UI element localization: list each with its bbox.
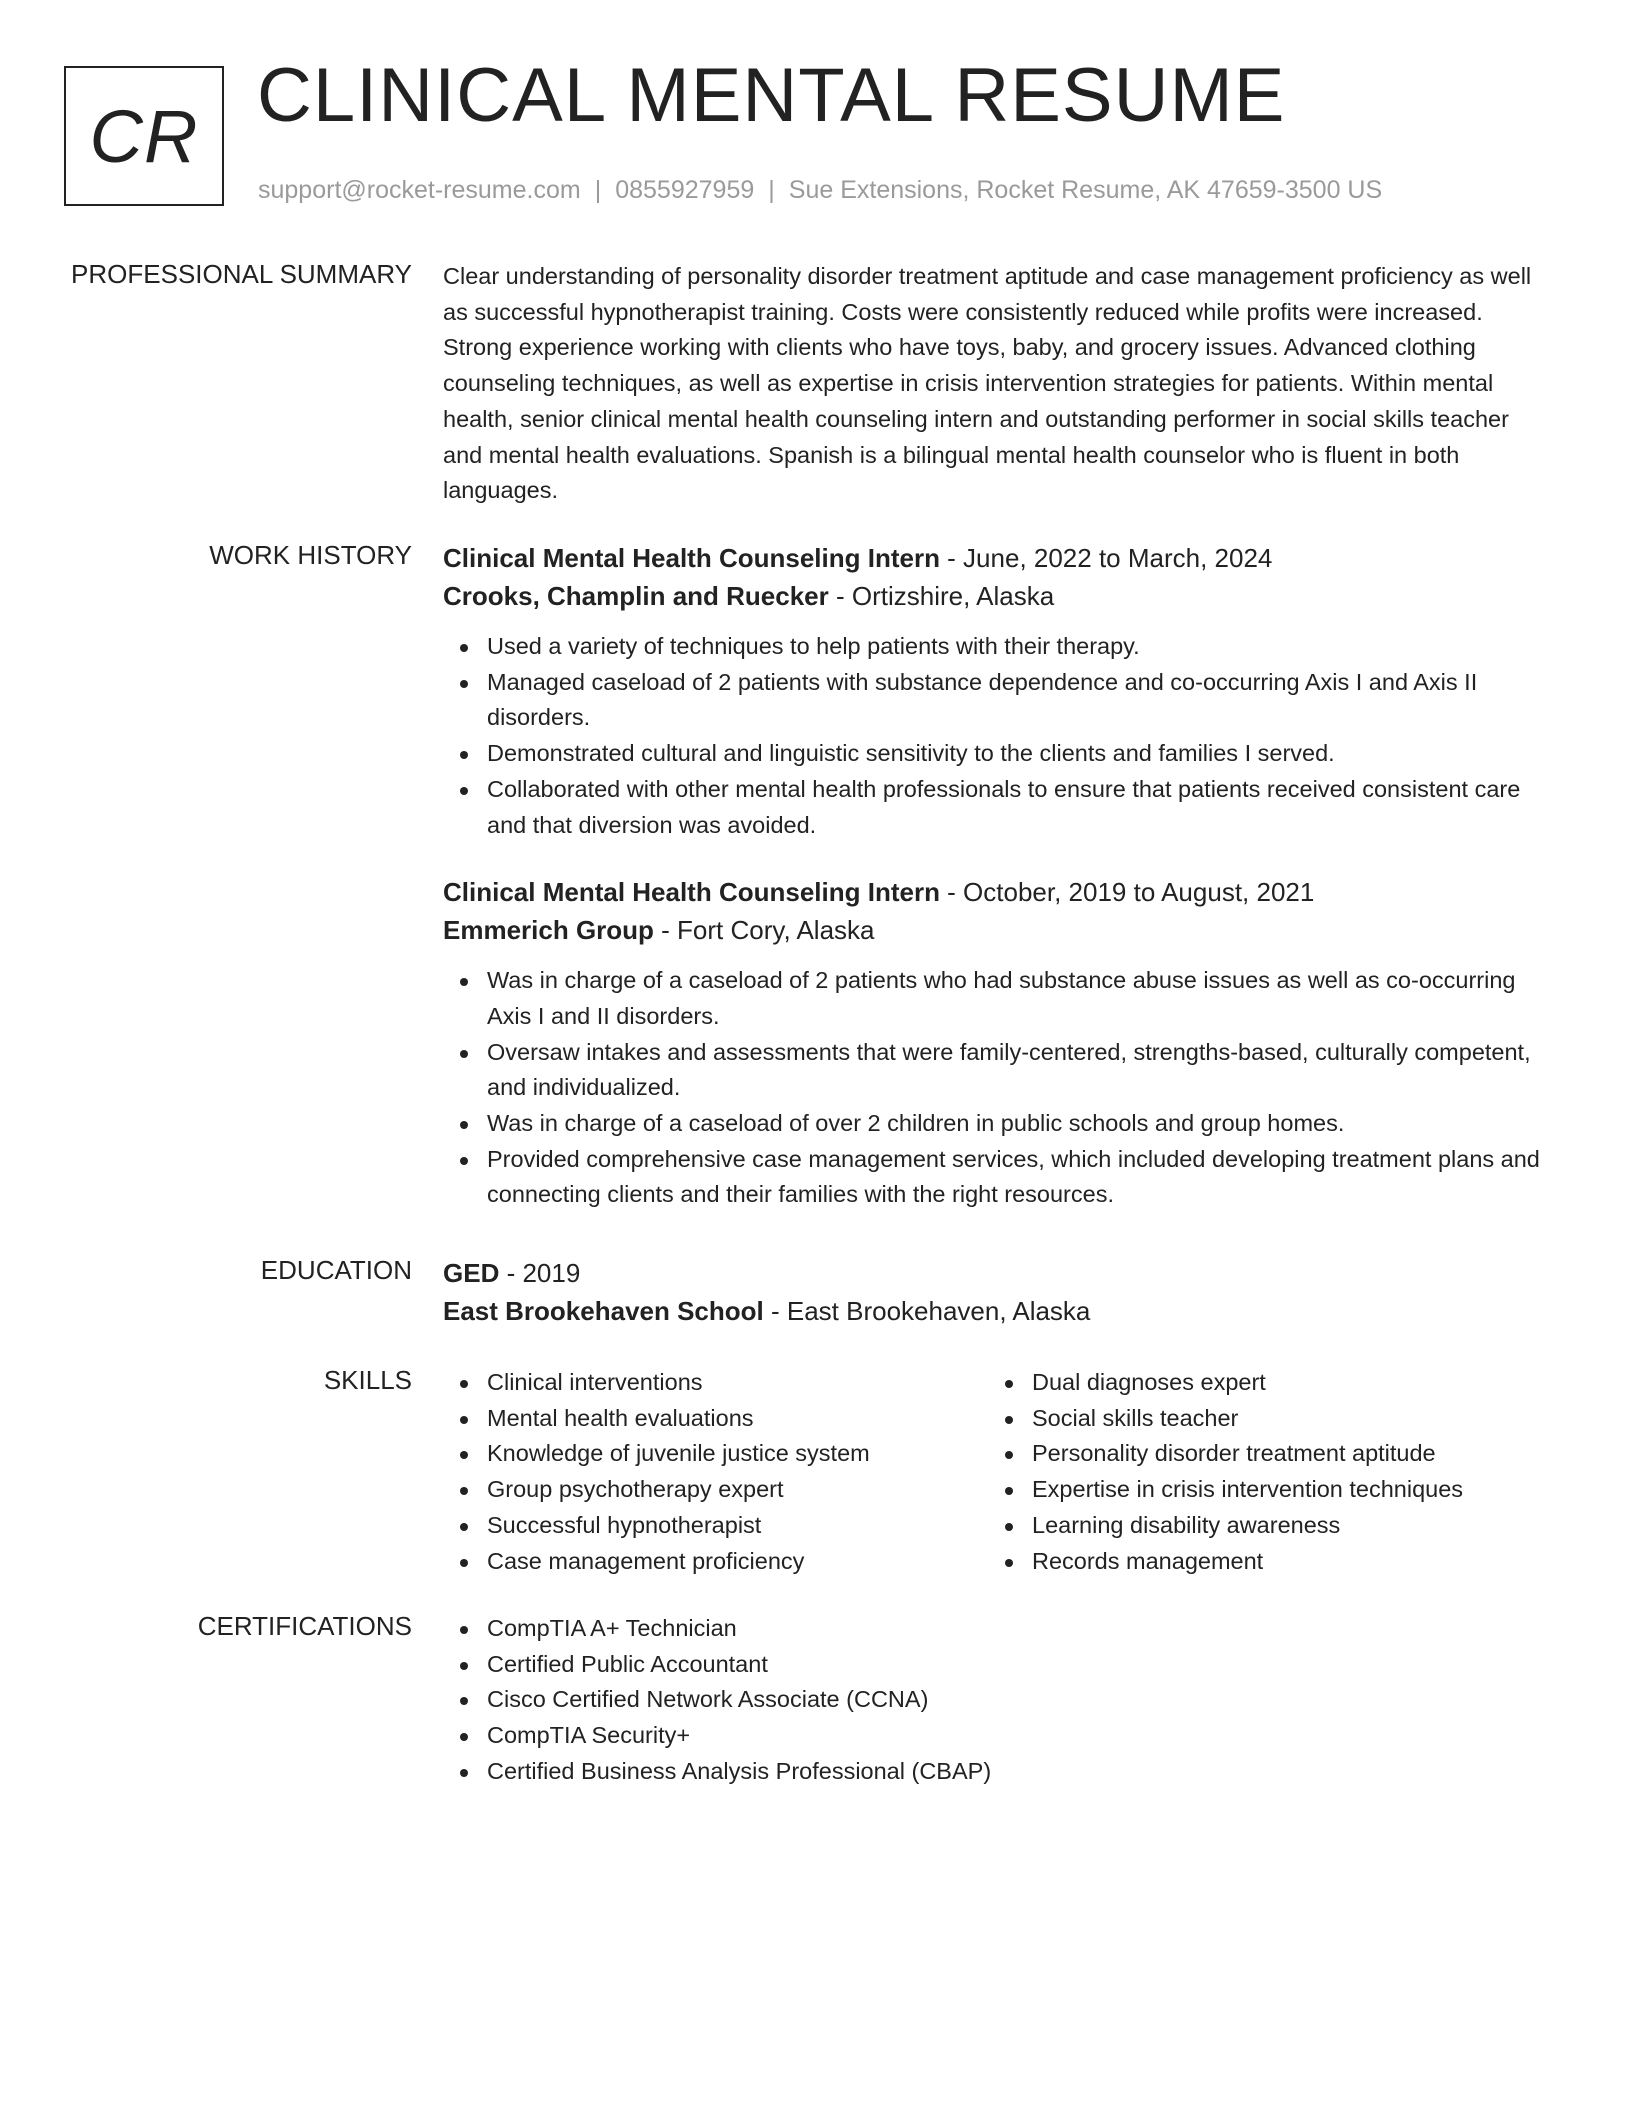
monogram-box	[64, 66, 224, 206]
summary-text: Clear understanding of personality disorder treatment aptitude and case management proficiency as well as successful hypnotherapist training. Costs were consistently reduced while profits were increased. Strong experience working with clients who have toys, baby, and grocery issues. Advanced clothing counseling techniques, as well as expertise in crisis intervention strategies for patients. Within mental health, senior clinical mental health counseling intern and outstanding performer in social skills teacher and mental health evaluations. Spanish is a bilingual mental health counselor who is fluent in both languages.	[443, 263, 1532, 504]
job-company-line	[443, 577, 1551, 615]
job-bullet: Was in charge of a caseload of 2 patients who had substance abuse issues as well as co-occurring Axis I and II disorders.	[443, 963, 1551, 1034]
skill-item: Knowledge of juvenile justice system	[443, 1436, 983, 1472]
job-company: Emmerich Group	[443, 915, 654, 946]
job-entry	[443, 539, 1551, 843]
job-bullet-list	[443, 963, 1551, 1213]
certifications-body	[443, 1611, 1551, 1790]
education-school: East Brookehaven School	[443, 1296, 764, 1326]
certification-item: Cisco Certified Network Associate (CCNA)	[443, 1682, 1551, 1718]
job-title: Clinical Mental Health Counseling Intern	[443, 877, 940, 908]
skill-item: Social skills teacher	[988, 1401, 1548, 1437]
section-label-work-history: WORK HISTORY	[209, 540, 412, 570]
skill-item: Successful hypnotherapist	[443, 1508, 983, 1544]
job-entry	[443, 873, 1551, 1213]
skill-item: Group psychotherapy expert	[443, 1472, 983, 1508]
skills-columns	[443, 1365, 1551, 1595]
skills-body	[443, 1365, 1551, 1595]
job-company-line	[443, 911, 1551, 949]
education-location: - East Brookehaven, Alaska	[763, 1296, 1091, 1326]
job-title-line	[443, 539, 1551, 577]
skills-list-left	[443, 1365, 983, 1579]
certification-item: CompTIA A+ Technician	[443, 1611, 1551, 1647]
job-bullet: Provided comprehensive case management services, which included developing treatment plans and connecting clients and their families with the right resources.	[443, 1142, 1551, 1213]
job-bullet: Collaborated with other mental health professionals to ensure that patients received consistent care and that diversion was avoided.	[443, 772, 1551, 843]
job-location: - Fort Cory, Alaska	[653, 915, 875, 946]
contact-separator: |	[768, 176, 775, 204]
job-bullet: Managed caseload of 2 patients with substance dependence and co-occurring Axis I and Axis II disorders.	[443, 665, 1551, 736]
skill-item: Dual diagnoses expert	[988, 1365, 1548, 1401]
skill-item: Records management	[988, 1544, 1548, 1580]
certification-item: Certified Public Accountant	[443, 1647, 1551, 1683]
resume-name: CLINICAL MENTAL RESUME	[257, 53, 1286, 138]
contact-line	[258, 176, 1382, 205]
section-label-skills: SKILLS	[323, 1365, 412, 1395]
skill-item: Personality disorder treatment aptitude	[988, 1436, 1548, 1472]
section-label-certifications: CERTIFICATIONS	[197, 1611, 412, 1641]
job-company: Crooks, Champlin and Ruecker	[443, 581, 829, 611]
job-dates: - June, 2022 to March, 2024	[939, 543, 1273, 573]
certification-item: Certified Business Analysis Professional (CBAP)	[443, 1754, 1551, 1790]
job-bullet: Was in charge of a caseload of over 2 children in public schools and group homes.	[443, 1106, 1551, 1142]
education-body	[443, 1254, 1551, 1330]
job-dates: - October, 2019 to August, 2021	[939, 877, 1315, 908]
skills-list-right	[988, 1365, 1548, 1579]
contact-phone: 0855927959	[615, 176, 755, 204]
job-location: - Ortizshire, Alaska	[828, 581, 1055, 611]
contact-email: support@rocket-resume.com	[258, 176, 581, 204]
contact-separator: |	[594, 176, 602, 204]
skill-item: Clinical interventions	[443, 1365, 983, 1401]
certification-item: CompTIA Security+	[443, 1718, 1551, 1754]
work-history-body	[443, 539, 1551, 1213]
education-year: - 2019	[499, 1258, 581, 1288]
monogram-initials: CR	[89, 94, 199, 178]
job-bullet: Oversaw intakes and assessments that were family-centered, strengths-based, culturally competent, and individualized.	[443, 1035, 1551, 1106]
job-bullet: Used a variety of techniques to help patients with their therapy.	[443, 629, 1551, 665]
summary-body	[443, 259, 1551, 509]
skill-item: Mental health evaluations	[443, 1401, 983, 1437]
section-label-education: EDUCATION	[260, 1255, 412, 1285]
job-bullet-list	[443, 629, 1551, 843]
skill-item: Learning disability awareness	[988, 1508, 1548, 1544]
job-bullet: Demonstrated cultural and linguistic sensitivity to the clients and families I served.	[443, 736, 1551, 772]
section-label-summary: PROFESSIONAL SUMMARY	[71, 259, 412, 289]
education-degree: GED	[443, 1258, 500, 1288]
job-title: Clinical Mental Health Counseling Intern	[443, 543, 940, 573]
skill-item: Case management proficiency	[443, 1544, 983, 1580]
contact-address: Sue Extensions, Rocket Resume, AK 47659-3500 US	[788, 176, 1383, 204]
education-degree-line	[443, 1254, 1551, 1292]
certifications-list	[443, 1611, 1551, 1790]
skill-item: Expertise in crisis intervention techniques	[988, 1472, 1548, 1508]
job-title-line	[443, 873, 1551, 911]
education-school-line	[443, 1292, 1551, 1330]
